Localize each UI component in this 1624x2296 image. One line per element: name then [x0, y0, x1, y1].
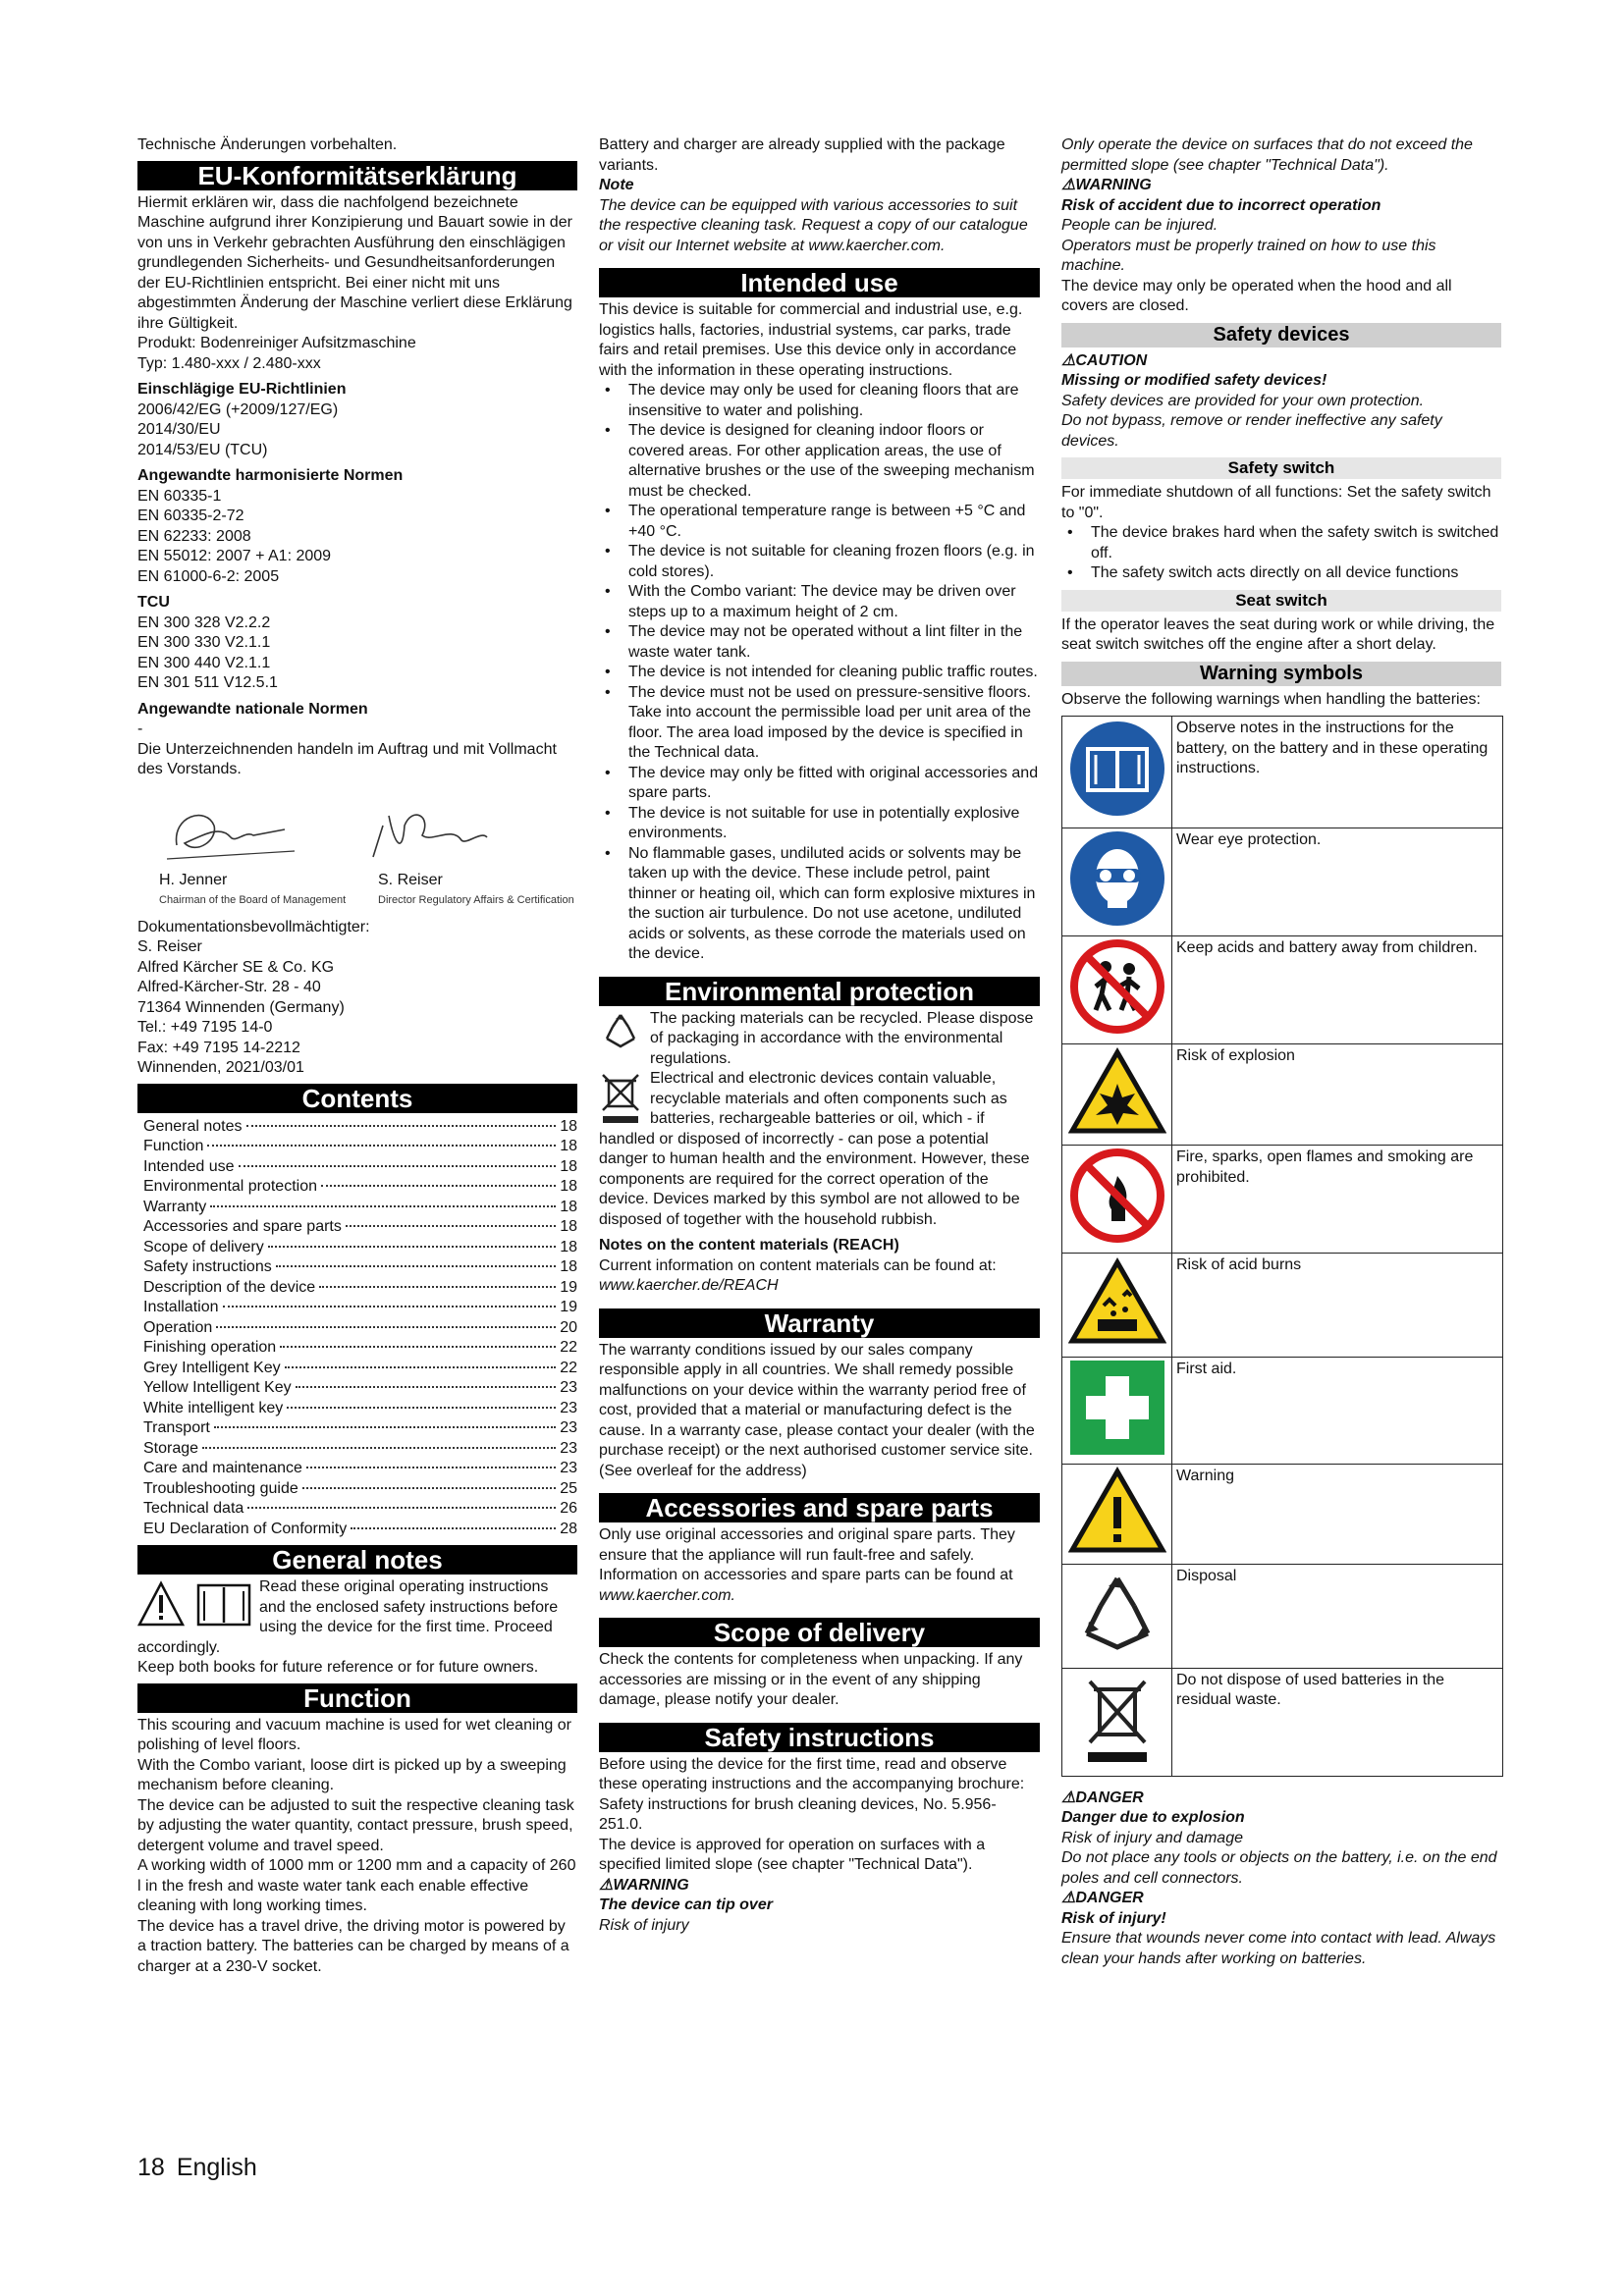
table-row [1062, 1564, 1503, 1668]
toc-entry[interactable]: General notes 18 [143, 1117, 577, 1135]
function-para: This scouring and vacuum machine is used for wet cleaning or polishing of level floors. [137, 1716, 571, 1753]
warning-title: Risk of accident due to incorrect operation [1061, 196, 1381, 214]
toc-entry[interactable]: Finishing operation 22 [143, 1339, 577, 1356]
contents-heading: Contents [137, 1084, 577, 1113]
symbol-text: Do not dispose of used batteries in the residual waste. [1172, 1668, 1503, 1776]
tech-changes-text: Technische Änderungen vorbehalten. [137, 136, 398, 153]
signatory-role: Director Regulatory Affairs & Certification [378, 894, 574, 906]
toc-entry[interactable]: Storage 23 [143, 1439, 577, 1457]
accessories-heading: Accessories and spare parts [599, 1493, 1040, 1522]
table-row [1062, 828, 1503, 936]
toc-entry[interactable]: Function 18 [143, 1138, 577, 1154]
tcu-standard: EN 300 440 V2.1.1 [137, 654, 271, 671]
toc-entry[interactable]: Accessories and spare parts 18 [143, 1218, 577, 1235]
safety-heading: Safety instructions [599, 1723, 1040, 1752]
no-bin-icon [1078, 1670, 1157, 1768]
note-label: Note [599, 177, 634, 193]
seat-switch-text: If the operator leaves the seat during work or while driving, the seat switch switches off the engine after a short delay. [1061, 615, 1495, 653]
accessories-text2: Information on accessories and spare parts can be found at [599, 1567, 1013, 1583]
eu-directive: 2014/53/EU (TCU) [137, 441, 268, 458]
page-language: English [176, 2154, 257, 2181]
no-fire-icon [1068, 1147, 1166, 1245]
caution-title: Missing or modified safety devices! [1061, 372, 1327, 389]
eu-directive: 2014/30/EU [137, 421, 221, 438]
eu-intro: Hiermit erklären wir, dass die nachfolgend bezeichnete Maschine aufgrund ihrer Konzipierung und Bauart sowie in der von uns in Verkehr gebrachten Ausführung den einschlägigen grundlegenden Sicherheits- und Gesundheitsanforderungen der EU-Richtlinien entspricht. Bei einer nicht mit uns abgestimmten Änderung der Maschine verliert diese Erklärung ihre Gültigkeit. [137, 193, 572, 332]
scope-text: Check the contents for completeness when unpacking. If any accessories are missing or in the event of any shipping damage, please notify your dealer. [599, 1651, 1023, 1708]
hood-text: The device may only be operated when the hood and all covers are closed. [1061, 277, 1452, 314]
signatory-name: H. Jenner [159, 871, 228, 888]
table-row [1062, 717, 1503, 828]
eu-standard: EN 62233: 2008 [137, 527, 251, 545]
function-para: With the Combo variant, loose dirt is picked up by a sweeping mechanism before cleaning. [137, 1756, 567, 1793]
column-3 [1061, 135, 1501, 1969]
electrical-text: Electrical and electronic devices contain valuable, recyclable materials and often components such as batteries, rechargeable batteries or oil, which - if handled or disposed of incorrectly - can pose a potential danger to human health and the environment. However, these components are required for the correct operation of the device. Devices marked by this symbol are not allowed to be disposed of together with the household rubbish. [599, 1070, 1030, 1228]
list-item: • The device is not suitable for use in potentially explosive environments. [599, 804, 1040, 844]
recycle-block [599, 1009, 1040, 1070]
function-para: The device has a travel drive, the driving motor is powered by a traction battery. The batteries can be charged by means of a charger at a 230-V socket. [137, 1917, 569, 1975]
tcu-standard: EN 301 511 V12.5.1 [137, 674, 278, 691]
first-aid-icon [1068, 1359, 1166, 1457]
national-standards: - [137, 721, 143, 737]
warranty-heading: Warranty [599, 1308, 1040, 1338]
slope-text: Only operate the device on surfaces that do not exceed the permitted slope (see chapter "Technical Data"). [1061, 136, 1473, 174]
list-item: • The device may only be used for cleaning floors that are insensitive to water and polishing. [599, 381, 1040, 421]
read-manual-icon [1068, 720, 1166, 818]
warning-text: People can be injured. [1061, 217, 1218, 234]
general-notes-block [137, 1577, 577, 1679]
function-heading: Function [137, 1683, 577, 1713]
keep-children-away-icon [1068, 937, 1166, 1036]
acid-burn-icon [1068, 1256, 1166, 1347]
page-footer [137, 2153, 269, 2182]
symbol-text: Keep acids and battery away from children. [1172, 936, 1503, 1044]
list-item: • The device must not be used on pressure-sensitive floors. Take into account the permissible load per unit area of the floor. The area load imposed by the device is specified in the Technical data. [599, 683, 1040, 764]
symbol-text: Fire, sparks, open flames and smoking are prohibited. [1172, 1146, 1503, 1254]
warranty-text2: (See overleaf for the address) [599, 1462, 807, 1479]
toc-entry[interactable]: Safety instructions 18 [143, 1258, 577, 1275]
toc-entry[interactable]: Warranty 18 [143, 1198, 577, 1215]
intended-use-list [599, 381, 1040, 965]
table-row [1062, 1357, 1503, 1465]
danger-label: ⚠DANGER [1061, 1890, 1144, 1906]
address-line: S. Reiser [137, 938, 202, 955]
signature-reiser [378, 871, 574, 911]
danger-text: Risk of injury and damage [1061, 1829, 1243, 1846]
toc-entry[interactable]: Operation 20 [143, 1318, 577, 1336]
list-item: • The device is not suitable for cleaning frozen floors (e.g. in cold stores). [599, 542, 1040, 582]
table-row [1062, 1146, 1503, 1254]
warning-label: ⚠WARNING [599, 1876, 689, 1894]
toc-entry[interactable]: Transport 23 [143, 1419, 577, 1436]
national-heading: Angewandte nationale Normen [137, 700, 368, 718]
danger-text: Do not place any tools or objects on the battery, i.e. on the end poles and cell connectors. [1061, 1849, 1497, 1887]
scope-heading: Scope of delivery [599, 1618, 1040, 1647]
toc-entry[interactable]: Yellow Intelligent Key 23 [143, 1379, 577, 1396]
accessories-link[interactable]: www.kaercher.com. [599, 1586, 735, 1604]
eu-type: Typ: 1.480-xxx / 2.480-xxx [137, 354, 321, 372]
address-line: Fax: +49 7195 14-2212 [137, 1039, 300, 1056]
note-text: The device can be equipped with various accessories to suit the respective cleaning task. Request a copy of our catalogue or visit our Internet website at www.kaercher.com. [599, 196, 1028, 254]
eu-standard: EN 60335-1 [137, 487, 222, 505]
safety-switch-heading: Safety switch [1061, 457, 1501, 479]
signature-jenner [159, 871, 346, 911]
toc-entry[interactable]: Grey Intelligent Key 22 [143, 1359, 577, 1376]
signatory-name: S. Reiser [378, 871, 443, 888]
function-para: The device can be adjusted to suit the respective cleaning task by adjusting the water quantity, contact pressure, brush speed, detergent volume and travel speed. [137, 1796, 574, 1854]
recycle-icon [599, 1009, 642, 1052]
danger-label: ⚠DANGER [1061, 1789, 1144, 1806]
signatures-image [137, 786, 577, 873]
symbol-text: Risk of acid burns [1172, 1253, 1503, 1357]
list-item: • The device is not intended for cleaning public traffic routes. [599, 663, 1040, 683]
eu-standard: EN 60335-2-72 [137, 507, 244, 524]
table-row [1062, 1668, 1503, 1776]
table-row [1062, 936, 1503, 1044]
column-1 [137, 135, 577, 1977]
read-instructions-icon [137, 1579, 253, 1629]
symbol-text: First aid. [1172, 1357, 1503, 1465]
environmental-heading: Environmental protection [599, 977, 1040, 1006]
caution-label: ⚠CAUTION [1061, 351, 1148, 369]
warning-label: ⚠WARNING [1061, 177, 1152, 193]
electrical-block [599, 1069, 1040, 1230]
toc-entry[interactable]: Installation 19 [143, 1299, 577, 1315]
table-row [1062, 1465, 1503, 1565]
list-item: • With the Combo variant: The device may be driven over steps up to a maximum height of 2 cm. [599, 582, 1040, 622]
symbol-text: Disposal [1172, 1564, 1503, 1668]
warning-text: Risk of injury [599, 1916, 689, 1934]
list-item: • The device is designed for cleaning indoor floors or covered areas. For other application areas, the use of alternative brushes or the use of the sweeping mechanism must be checked. [599, 421, 1040, 502]
toc-entry[interactable]: Technical data 26 [143, 1500, 577, 1517]
seat-switch-heading: Seat switch [1061, 590, 1501, 612]
safety-switch-list [1061, 523, 1501, 584]
caution-text: Do not bypass, remove or render ineffective any safety devices. [1061, 412, 1442, 450]
tcu-standard: EN 300 328 V2.2.2 [137, 614, 271, 631]
warning-title: The device can tip over [599, 1896, 773, 1913]
page-number: 18 [137, 2154, 165, 2181]
toc-entry[interactable]: Environmental protection 18 [143, 1178, 577, 1195]
warning-symbols-heading: Warning symbols [1061, 662, 1501, 686]
toc-entry[interactable]: EU Declaration of Conformity 28 [143, 1520, 577, 1537]
address-line: Winnenden, 2021/03/01 [137, 1059, 304, 1076]
column-2 [599, 135, 1040, 1936]
warning-symbols-intro: Observe the following warnings when handling the batteries: [1061, 690, 1481, 708]
general-notes-text2: Keep both books for future reference or for future owners. [137, 1659, 539, 1676]
symbol-text: Risk of explosion [1172, 1044, 1503, 1146]
general-notes-text: Read these original operating instructions and the enclosed safety instructions before using the device for the first time. Proceed accordingly. [137, 1578, 559, 1656]
signature-block [137, 780, 577, 918]
list-item: • No flammable gases, undiluted acids or solvents may be taken up with the device. These include petrol, paint thinner or heating oil, which can form explosive mixtures in the suction air turbulence. Do not use acetone, undiluted acids or solvents, as these corrode the materials used on the device. [599, 844, 1040, 965]
table-of-contents [137, 1117, 577, 1540]
intended-use-heading: Intended use [599, 268, 1040, 297]
list-item: • The device may only be fitted with original accessories and spare parts. [599, 764, 1040, 804]
eu-standard: EN 55012: 2007 + A1: 2009 [137, 548, 332, 564]
danger-text: Ensure that wounds never come into contact with lead. Always clean your hands after working on batteries. [1061, 1930, 1496, 1967]
warning-text: Operators must be properly trained on how to use this machine. [1061, 237, 1436, 274]
explosion-icon [1068, 1046, 1166, 1137]
battery-text: Battery and charger are already supplied with the package variants. [599, 136, 1005, 174]
symbol-text: Warning [1172, 1465, 1503, 1565]
table-row [1062, 1044, 1503, 1146]
toc-entry[interactable]: Care and maintenance 23 [143, 1460, 577, 1476]
list-item: • The operational temperature range is between +5 °C and +40 °C. [599, 502, 1040, 542]
recycle-icon [1073, 1569, 1162, 1657]
danger-title: Risk of injury! [1061, 1909, 1166, 1927]
eu-product: Produkt: Bodenreiniger Aufsitzmaschine [137, 335, 416, 351]
toc-entry[interactable]: Troubleshooting guide 25 [143, 1479, 577, 1497]
tcu-standard: EN 300 330 V2.1.1 [137, 634, 271, 651]
address-line: Tel.: +49 7195 14-0 [137, 1019, 273, 1036]
eye-protection-icon [1068, 829, 1166, 928]
warranty-text: The warranty conditions issued by our sales company responsible apply in all countries. We shall remedy possible malfunctions on your device within the warranty period free of cost, provided that a material or manufacturing defect is the cause. In a warranty case, please contact your dealer (with the purchase receipt) or the next authorised customer service site. [599, 1341, 1035, 1459]
safety-devices-heading: Safety devices [1061, 323, 1501, 347]
warning-symbols-table [1061, 716, 1503, 1777]
toc-entry[interactable]: Scope of delivery 18 [143, 1238, 577, 1255]
list-item: • The device may not be operated without a lint filter in the waste water tank. [599, 622, 1040, 663]
symbol-text: Wear eye protection. [1172, 828, 1503, 936]
eu-standards-heading: Angewandte harmonisierte Normen [137, 467, 404, 484]
toc-entry[interactable]: Intended use 18 [143, 1157, 577, 1175]
safety-text2: The device is approved for operation on surfaces with a specified limited slope (see chapter "Technical Data"). [599, 1836, 986, 1873]
reach-text: Current information on content materials can be found at: [599, 1256, 997, 1274]
doc-rep-label: Dokumentationsbevollmächtigter: [137, 918, 370, 935]
symbol-text: Observe notes in the instructions for the battery, on the battery and in these operating instructions. [1172, 717, 1503, 828]
function-para: A working width of 1000 mm or 1200 mm and a capacity of 260 l in the fresh and waste water tank each enable effective cleaning with long working times. [137, 1857, 576, 1914]
signatories-text: Die Unterzeichnenden handeln im Auftrag und mit Vollmacht des Vorstands. [137, 740, 557, 777]
safety-switch-text: For immediate shutdown of all functions: Set the safety switch to "0". [1061, 484, 1491, 521]
eu-standard: EN 61000-6-2: 2005 [137, 567, 280, 585]
list-item: • The device brakes hard when the safety switch is switched off. [1061, 523, 1501, 563]
intended-use-intro: This device is suitable for commercial and industrial use, e.g. logistics halls, factories, industrial systems, car parks, trade fairs and retail premises. Use this device only in accordance with the information in these operating instructions. [599, 301, 1023, 379]
accessories-text: Only use original accessories and original spare parts. They ensure that the appliance will run fault-free and safely. [599, 1526, 1015, 1564]
eu-directive: 2006/42/EG (+2009/127/EG) [137, 400, 339, 418]
table-row [1062, 1253, 1503, 1357]
toc-entry[interactable]: Description of the device 19 [143, 1278, 577, 1296]
reach-heading: Notes on the content materials (REACH) [599, 1237, 899, 1254]
signatory-role: Chairman of the Board of Management [159, 894, 347, 906]
no-bin-icon [599, 1071, 642, 1126]
address-line: Alfred-Kärcher-Str. 28 - 40 [137, 979, 321, 995]
recycle-text: The packing materials can be recycled. Please dispose of packaging in accordance with the environmental regulations. [650, 1009, 1034, 1067]
caution-text: Safety devices are provided for your own protection. [1061, 392, 1425, 409]
reach-link[interactable]: www.kaercher.de/REACH [599, 1277, 779, 1294]
list-item: • The safety switch acts directly on all device functions [1061, 563, 1501, 584]
general-notes-heading: General notes [137, 1545, 577, 1575]
tcu-heading: TCU [137, 594, 170, 611]
toc-entry[interactable]: White intelligent key 23 [143, 1399, 577, 1416]
warning-triangle-icon [1068, 1466, 1166, 1556]
eu-directives-heading: Einschlägige EU-Richtlinien [137, 381, 347, 398]
safety-text: Before using the device for the first time, read and observe these operating instructions and the accompanying brochure: Safety instructions for brush cleaning devices, No. 5.956-251.0. [599, 1755, 1025, 1833]
address-line: Alfred Kärcher SE & Co. KG [137, 958, 335, 976]
danger-title: Danger due to explosion [1061, 1809, 1245, 1826]
address-line: 71364 Winnenden (Germany) [137, 998, 345, 1016]
eu-conformity-heading: EU-Konformitätserklärung [137, 161, 577, 190]
